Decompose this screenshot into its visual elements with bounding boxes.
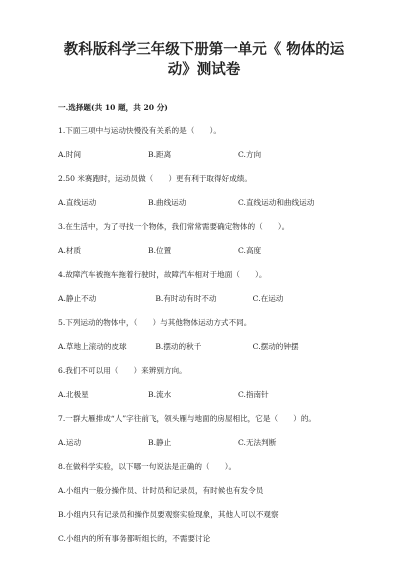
section-header: 一.选择题(共 10 题，共 20 分) — [58, 103, 168, 112]
question-stem: 7.一群大雁排成“人”字往前飞，领头雁与地面的房屋相比，它是（ ）的。 — [58, 414, 317, 423]
option-a: A.北极星 — [58, 390, 89, 399]
option-b: B.距离 — [148, 150, 172, 159]
option-b: B.小组内只有记录员和操作员要观察实验现象，其他人可以不观察 — [58, 510, 279, 519]
question-options — [58, 437, 350, 449]
question-7 — [58, 413, 350, 449]
question-8 — [58, 461, 350, 545]
question-options — [58, 389, 350, 401]
option-c: C.指南针 — [238, 390, 269, 399]
option-b: B.摆动的秋千 — [155, 342, 202, 351]
page-title: 教科版科学三年级下册第一单元《 物体的运动》测试卷 — [63, 41, 345, 78]
question-4 — [58, 269, 350, 305]
question-stem: 1.下面三项中与运动快慢没有关系的是（ ）。 — [58, 126, 221, 135]
option-a: A.材质 — [58, 246, 82, 255]
question-options — [58, 485, 350, 545]
question-options — [58, 197, 350, 209]
option-a: A.直线运动 — [58, 198, 97, 207]
option-b: B.流水 — [148, 390, 172, 399]
option-c: C.直线运动和曲线运动 — [238, 198, 315, 207]
question-stem: 5.下列运动的物体中，（ ）与其他物体运动方式不同。 — [58, 318, 252, 327]
question-3 — [58, 221, 350, 257]
option-a: A.运动 — [58, 438, 82, 447]
question-options — [58, 293, 350, 305]
option-c: C.方向 — [238, 150, 262, 159]
question-6 — [58, 365, 350, 401]
question-stem: 2.50 米赛跑时，运动员做（ ）更有利于取得好成绩。 — [58, 174, 252, 183]
question-1 — [58, 125, 350, 161]
option-b: B.静止 — [148, 438, 172, 447]
question-stem: 3.在生活中，为了寻找一个物体，我们常常需要确定物体的（ ）。 — [58, 222, 290, 231]
option-c: C.高度 — [238, 246, 262, 255]
question-5 — [58, 317, 350, 353]
question-options — [58, 245, 350, 257]
question-stem: 6.我们不可以用（ ）来辨别方向。 — [58, 366, 187, 375]
option-a: A.草地上滚动的皮球 — [58, 342, 127, 351]
option-c: C.在运动 — [252, 294, 284, 303]
option-c: C.无法判断 — [238, 438, 277, 447]
option-a: A.时间 — [58, 150, 82, 159]
question-2 — [58, 173, 350, 209]
option-b: B.有时动有时不动 — [155, 294, 217, 303]
question-options — [58, 149, 350, 161]
option-b: B.曲线运动 — [148, 198, 187, 207]
option-c: C.小组内的所有事务都听组长的，不需要讨论 — [58, 534, 211, 543]
option-c: C.摆动的钟摆 — [252, 342, 299, 351]
question-stem: 4.故障汽车被拖车拖着行驶时，故障汽车相对于地面（ ）。 — [58, 270, 267, 279]
option-a: A.小组内一般分操作员、计时员和记录员，有时候也有发令员 — [58, 486, 264, 495]
question-stem: 8.在做科学实验，以下哪一句说法是正确的（ ）。 — [58, 462, 237, 471]
question-options — [58, 341, 350, 353]
option-a: A.静止不动 — [58, 294, 97, 303]
option-b: B.位置 — [148, 246, 172, 255]
